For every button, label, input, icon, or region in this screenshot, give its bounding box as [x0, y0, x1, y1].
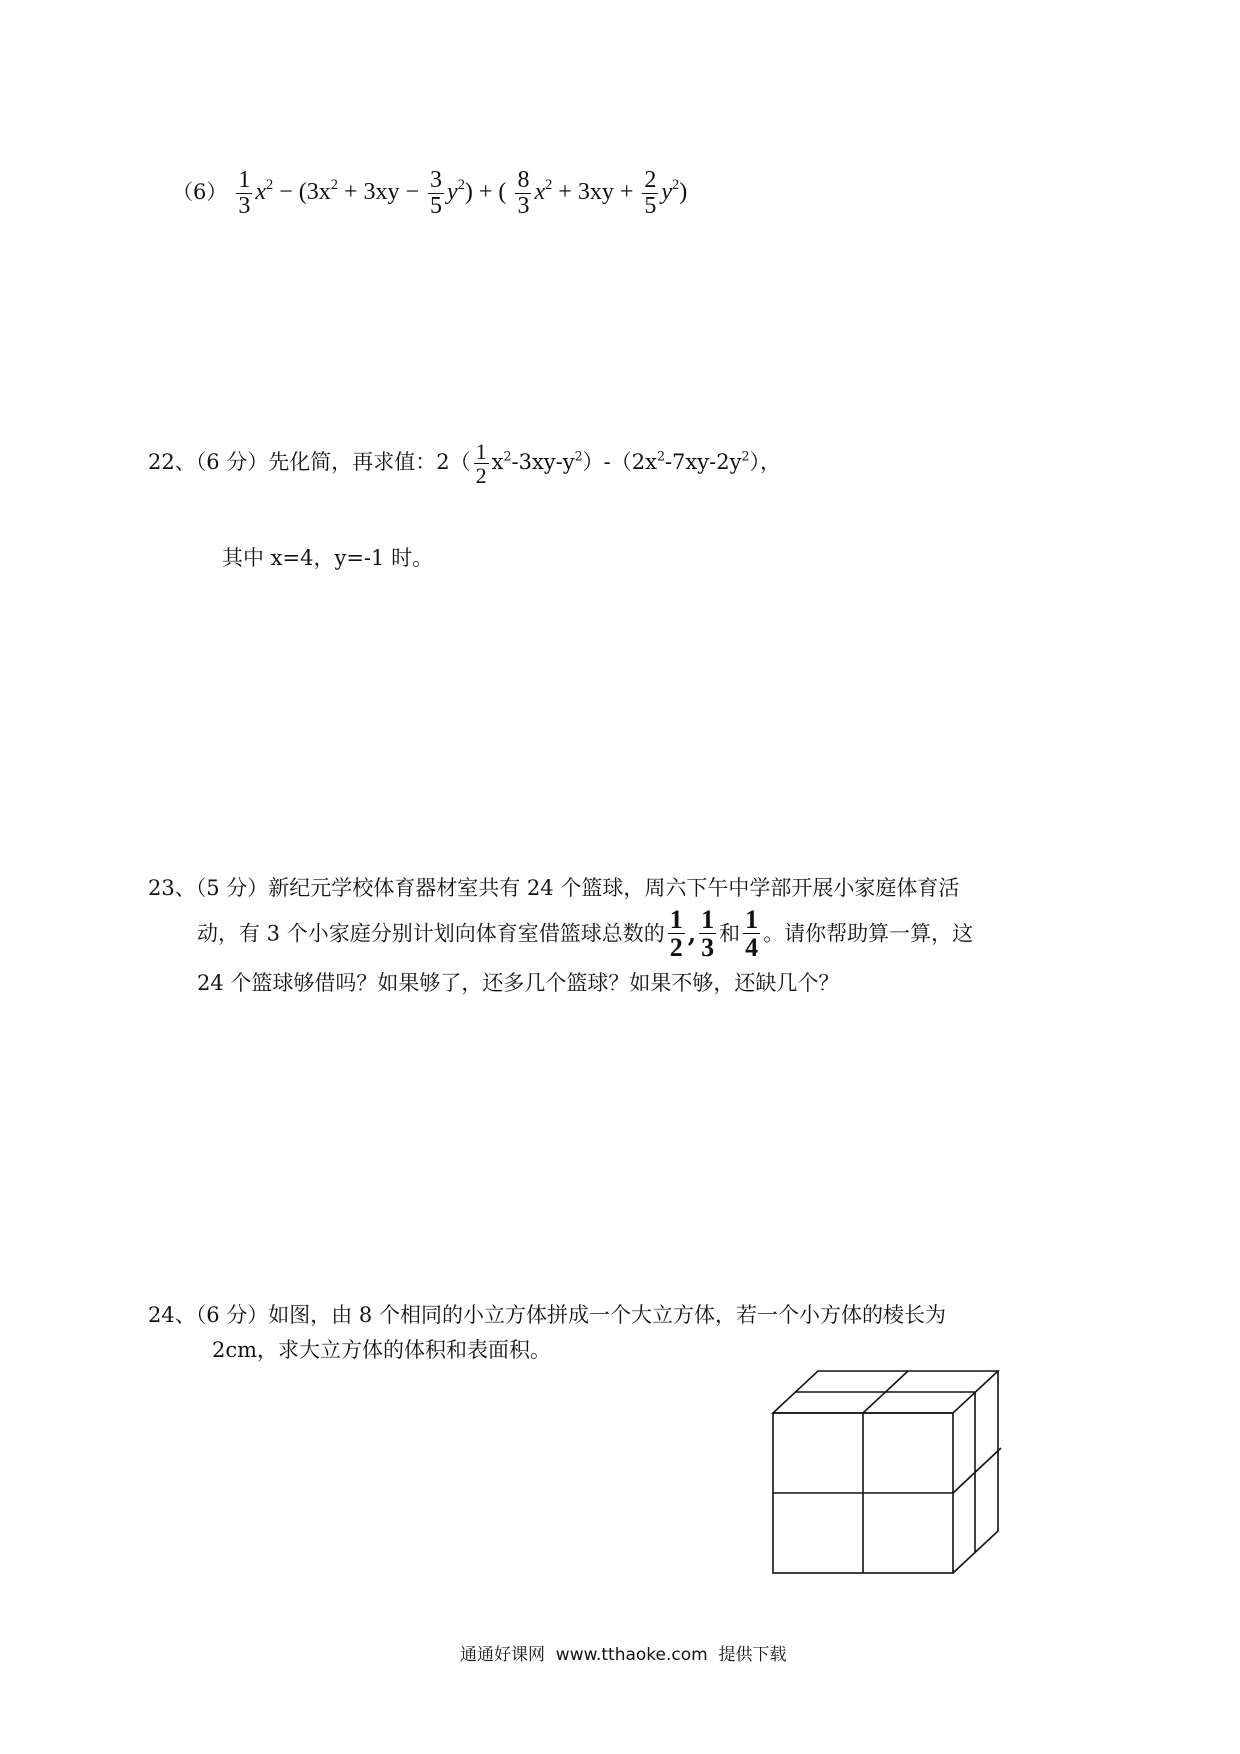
cube-figure	[770, 1355, 1020, 1580]
page-footer: 通通好课网 www.tthaoke.com 提供下载	[460, 1645, 787, 1665]
question-24-line2: 2cm，求大立方体的体积和表面积。	[212, 1338, 552, 1362]
question-22-line2: 其中 x=4，y=-1 时。	[222, 546, 434, 570]
question-6-expression: （6） $\frac{1}{3}$ $x^2 - (3x^2 + 3xy$ − $\frac{3}{5}$ $y^2$) + ( $\frac{8}{3}$ $x^2 + 3xy$ + $\frac{2}{5}$ $y^2$)	[172, 167, 688, 220]
fraction-eight-thirds: $\frac{8}{3}$	[517, 167, 530, 220]
fraction-two-fifths: $\frac{2}{5}$	[644, 167, 657, 220]
question-23-line3: 24 个篮球够借吗？如果够了，还多几个篮球？如果不够，还缺几个？	[197, 971, 840, 995]
question-24-line1: 24、（6 分）如图，由 8 个相同的小立方体拼成一个大立方体，若一个小方体的棱长为	[148, 1303, 946, 1327]
fraction-one-quarter: $\frac{1}{4}$	[745, 905, 759, 963]
fraction-one-half: $\frac{1}{2}$	[669, 905, 683, 963]
question-23-line2: 动，有 3 个小家庭分别计划向体育室借篮球总数的 $\frac{1}{2}$ , $\frac{1}{3}$ 和 $\frac{1}{4}$ 。请你帮助算一算，这	[197, 905, 974, 963]
fraction-one-third: $\frac{1}{3}$	[701, 905, 715, 963]
fraction-three-fifths: $\frac{3}{5}$	[430, 167, 443, 220]
question-22-line1: 22、（6 分）先化简，再求值：2（ $\frac{1}{2}$ $x^2-3xy-y^2)-(2x^2-7xy-2y^2)$，	[148, 439, 781, 489]
cube-right-horizontal-divider	[953, 1448, 1001, 1493]
question-23-line1: 23、（5 分）新纪元学校体育器材室共有 24 个篮球，周六下午中学部开展小家庭体育活	[148, 876, 960, 900]
fraction-one-half: $\frac{1}{2}$	[475, 439, 487, 489]
fraction-one-third: $\frac{1}{3}$	[238, 167, 251, 220]
q6-label: （6）	[172, 180, 228, 205]
